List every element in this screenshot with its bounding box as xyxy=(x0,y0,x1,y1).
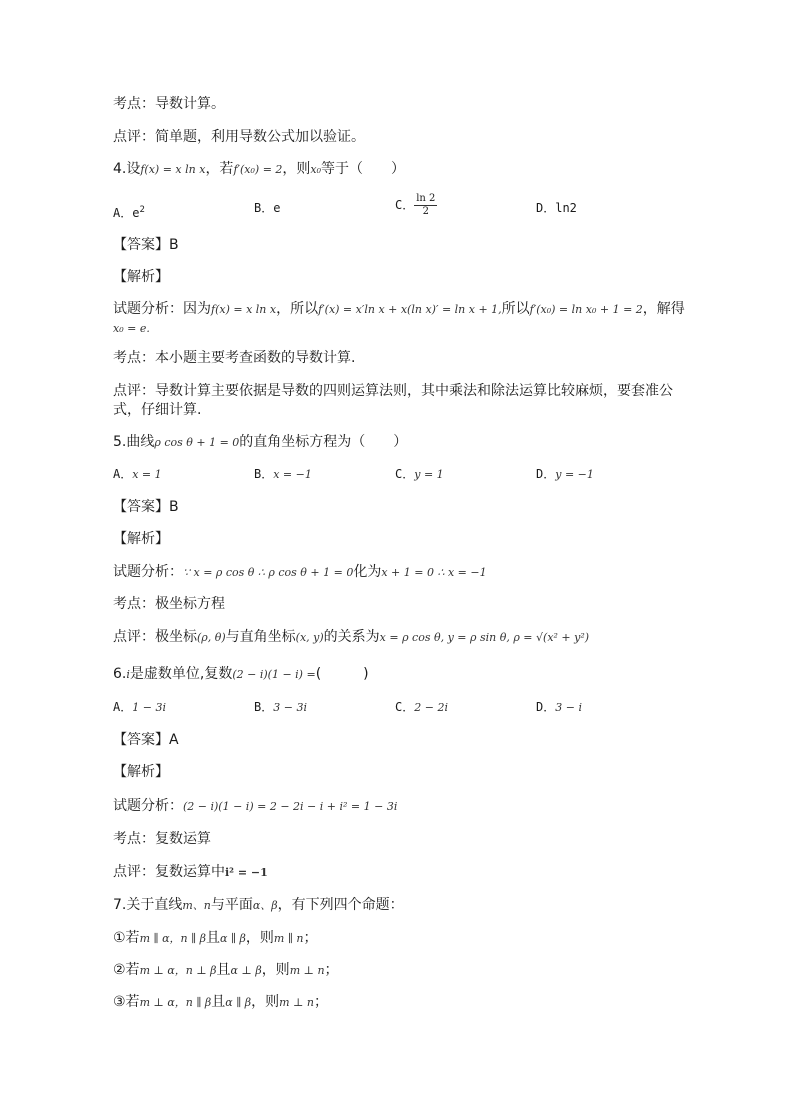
q5-option-d: D．y = −1 xyxy=(536,467,594,481)
q5-kaodian: 考点：极坐标方程 xyxy=(113,596,225,612)
q5-option-a: A．x = 1 xyxy=(113,467,162,481)
q4-dianping-2: 式，仔细计算. xyxy=(113,402,202,418)
kaodian-q3: 考点：导数计算。 xyxy=(113,96,225,112)
q7-proposition-1: ①若m ∥ α，n ∥ β且α ∥ β，则m ∥ n； xyxy=(113,930,318,946)
q4-option-c: C． $\frac{\ln 2}{2}$ xyxy=(395,193,436,217)
q6-dianping: 点评：复数运算中i² = −1 xyxy=(113,864,268,880)
q6-answer: 【答案】A xyxy=(113,732,179,748)
q5-answer: 【答案】B xyxy=(113,499,179,515)
dianping-q3: 点评：简单题，利用导数公式加以验证。 xyxy=(113,129,365,145)
q4-result: x₀ = e. xyxy=(113,322,150,335)
question-4: 4.设f(x) = x ln x，若f′(x₀) = 2，则x₀等于（ ） xyxy=(113,161,406,177)
q5-dianping: 点评：极坐标(ρ, θ)与直角坐标(x, y)的关系为x = ρ cos θ, y = ρ sin θ, ρ = √(x² + y²) xyxy=(113,629,590,645)
q4-answer: 【答案】B xyxy=(113,237,179,253)
q4-analysis: 试题分析：因为f(x) = x ln x，所以f′(x) = x′ln x + x(ln x)′ = ln x + 1,所以f′(x₀) = ln x₀ + 1 = 2，解得 xyxy=(113,301,685,317)
q6-kaodian: 考点：复数运算 xyxy=(113,831,211,847)
question-5: 5.曲线ρ cos θ + 1 = 0的直角坐标方程为（ ） xyxy=(113,434,408,450)
q6-analysis: 试题分析：(2 − i)(1 − i) = 2 − 2i − i + i² = 1 − 3i xyxy=(113,798,398,814)
question-6: 6.i是虚数单位,复数(2 − i)(1 − i) =( ) xyxy=(113,666,369,682)
q7-proposition-2: ②若m ⊥ α，n ⊥ β且α ⊥ β，则m ⊥ n； xyxy=(113,962,339,978)
q5-option-c: C．y = 1 xyxy=(395,467,444,481)
q6-jiexi: 【解析】 xyxy=(113,764,169,780)
q6-option-a: A．1 − 3i xyxy=(113,700,166,714)
q4-kaodian: 考点：本小题主要考查函数的导数计算. xyxy=(113,350,356,366)
q4-option-d: D．ln2 xyxy=(536,201,577,215)
q6-option-c: C．2 − 2i xyxy=(395,700,448,714)
q6-option-b: B．3 − 3i xyxy=(254,700,307,714)
q5-option-b: B．x = −1 xyxy=(254,467,312,481)
q7-proposition-3: ③若m ⊥ α，n ∥ β且α ∥ β，则m ⊥ n； xyxy=(113,994,329,1010)
q4-option-a: A．$e^2$ xyxy=(113,205,145,220)
q5-jiexi: 【解析】 xyxy=(113,531,169,547)
q6-option-d: D．3 − i xyxy=(536,700,582,714)
q4-option-b: B．e xyxy=(254,201,281,215)
q5-analysis: 试题分析：∵ x = ρ cos θ ∴ ρ cos θ + 1 = 0化为x + 1 = 0 ∴ x = −1 xyxy=(113,564,487,580)
question-7: 7.关于直线m、n与平面α、β，有下列四个命题： xyxy=(113,897,404,913)
q4-dianping-1: 点评：导数计算主要依据是导数的四则运算法则，其中乘法和除法运算比较麻烦，要套准公 xyxy=(113,383,673,399)
q4-jiexi: 【解析】 xyxy=(113,269,169,285)
